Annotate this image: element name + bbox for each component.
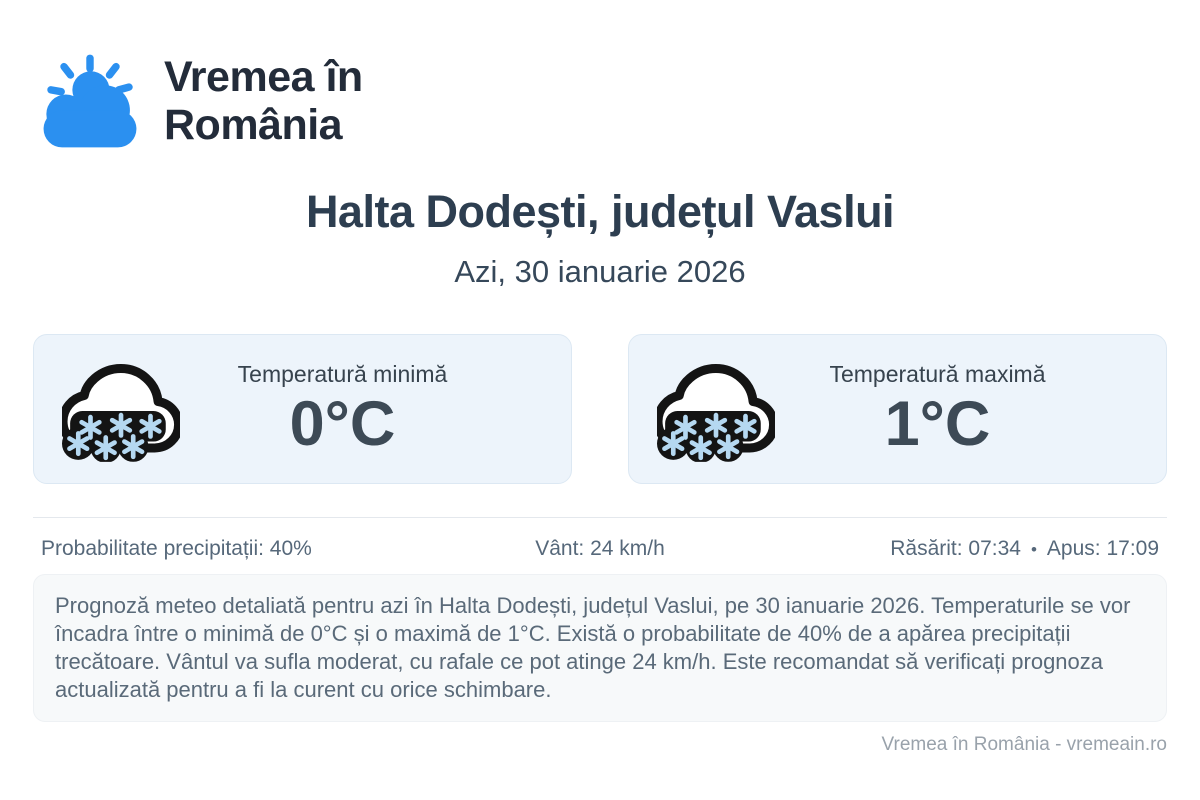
page-title: Halta Dodești, județul Vaslui	[305, 186, 895, 237]
sunrise-time: Răsărit: 07:34	[890, 537, 1021, 560]
logo-text	[164, 53, 363, 149]
logo-line-1: Vremea în	[164, 53, 363, 101]
stats-row	[33, 517, 1167, 561]
bullet-separator: •	[1030, 540, 1037, 559]
date-subtitle: Azi, 30 ianuarie 2026	[454, 254, 746, 289]
max-temp-label: Temperatură maximă	[829, 361, 1046, 387]
min-temp-value: 0°C	[289, 389, 396, 459]
temperature-cards	[33, 334, 1167, 484]
logo	[38, 0, 1167, 149]
snow-cloud-icon	[62, 353, 180, 465]
sun-times-stat	[764, 537, 1159, 561]
footer-credit-link[interactable]: Vremea în România - vremeain.ro	[881, 734, 1167, 755]
snow-cloud-icon	[657, 353, 775, 465]
forecast-description: Prognoză meteo detaliată pentru azi în Halta Dodești, județul Vaslui, pe 30 ianuarie 2026. Temperaturile se vor încadra între o minimă de 0°C și o maximă de 1°C. Există o probabilitate de 40% de a apărea precipitații trecătoare. Vântul va sufla moderat, cu rafale ce pot atinge 24 km/h. Este recomandat să verificați prognoza actualizată pentru a fi la curent cu orice schimbare.	[33, 574, 1167, 722]
min-temp-card	[33, 334, 572, 484]
max-temp-card	[628, 334, 1167, 484]
precipitation-stat: Probabilitate precipitații: 40%	[41, 537, 312, 560]
min-temp-text	[180, 361, 557, 457]
min-temp-label: Temperatură minimă	[237, 361, 448, 387]
wind-stat: Vânt: 24 km/h	[535, 537, 665, 560]
max-temp-text	[775, 361, 1152, 457]
sun-behind-cloud-icon	[38, 54, 142, 148]
max-temp-value: 1°C	[884, 389, 991, 459]
footer	[33, 734, 1167, 756]
logo-line-2: România	[164, 101, 343, 149]
sunset-time: Apus: 17:09	[1046, 537, 1160, 560]
